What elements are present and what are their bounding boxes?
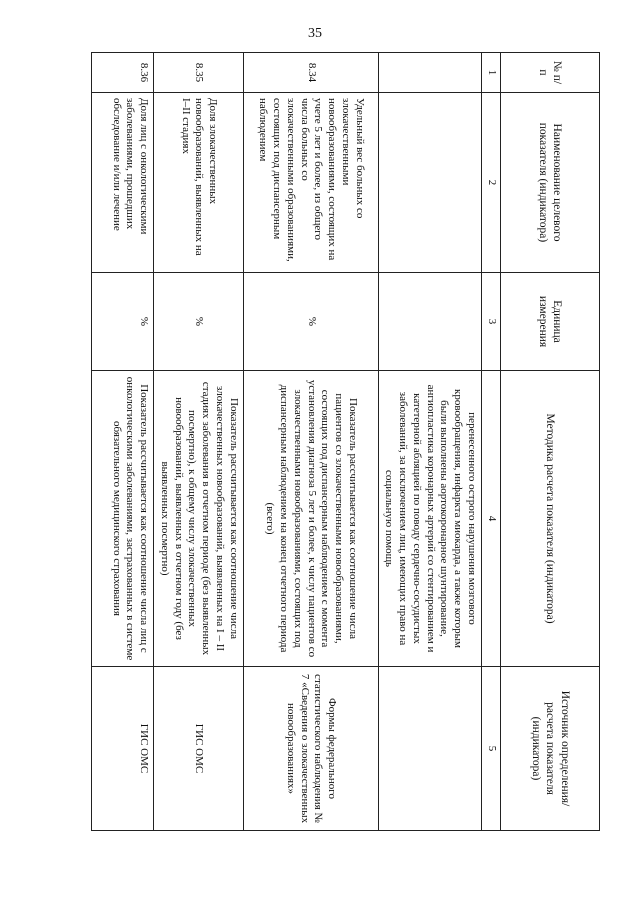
row-num: 8.36 [92, 53, 154, 93]
page-number: 35 [308, 26, 322, 41]
table-row [154, 53, 244, 831]
row-source: ГИС ОМС [154, 667, 244, 831]
header-method: Методика расчета показателя (индикатора) [501, 371, 600, 667]
rotated-table-container [105, 52, 600, 830]
row-num: 8.35 [154, 53, 244, 93]
row-source: ГИС ОМС [92, 667, 154, 831]
table-row [243, 53, 378, 831]
row-method: Показатель рассчитывается как соотношение числа злокачественных новообразований, выявленных на I – II стадиях заболевания в отчетном периоде (без выявленных посмертно), к общему числу злокачественных новообразований, выявленных в отчетном году (без выявленных посмертно) [154, 371, 244, 667]
row-source: Формы федерального статистического наблюдения № 7 «Сведения о злокачественных новообразованиях» [243, 667, 378, 831]
row-unit: % [154, 273, 244, 371]
row-unit: % [243, 273, 378, 371]
table-row [92, 53, 154, 831]
header-name: Наименование целевого показателя (индикатора) [501, 93, 600, 273]
header-unit: Единица измерения [501, 273, 600, 371]
column-numbers-row [482, 53, 501, 831]
col-number: 2 [482, 93, 501, 273]
indicators-table [91, 52, 600, 831]
row-num [378, 53, 481, 93]
row-name: Удельный вес больных со злокачественными новообразованиями, состоящих на учете 5 лет и более, из общего числа больных со злокачественными образованиями, состоящих под диспансерным наблюдением [243, 93, 378, 273]
row-method: перенесенного острого нарушения мозгового кровообращения, инфаркта миокарда, а также которым были выполнены аортокоронарное шунтирование, ангиопластика коронарных артерий со стентированием и катетерной абляцией по поводу сердечно-сосудистых заболеваний, за исключением лиц, имеющих право на социальную помощь [378, 371, 481, 667]
row-name [378, 93, 481, 273]
row-method: Показатель рассчитывается как соотношение числа лиц с онкологическими заболеваниями, застрахованных в системе обязательного медицинского страхования [92, 371, 154, 667]
row-source [378, 667, 481, 831]
row-num: 8.34 [243, 53, 378, 93]
table-header-row [501, 53, 600, 831]
row-method: Показатель рассчитывается как соотношение числа пациентов со злокачественными новообразованиями, состоящих под диспансерным наблюдением с момента установления диагноза 5 лет и более, к числу пациентов со злокачественными новообразованиями, состоящих под диспансерным наблюдением на конец отчетного периода (всего) [243, 371, 378, 667]
col-number: 5 [482, 667, 501, 831]
row-name: Доля лиц с онкологическими заболеваниями, прошедших обследование и/или лечение [92, 93, 154, 273]
col-number: 4 [482, 371, 501, 667]
row-unit [378, 273, 481, 371]
row-unit: % [92, 273, 154, 371]
header-num: № п/п [501, 53, 600, 93]
header-source: Источник определения/ расчета показателя (индикатора) [501, 667, 600, 831]
row-name: Доля злокачественных новообразований, выявленных на I–II стадиях [154, 93, 244, 273]
col-number: 1 [482, 53, 501, 93]
col-number: 3 [482, 273, 501, 371]
table-row [378, 53, 481, 831]
